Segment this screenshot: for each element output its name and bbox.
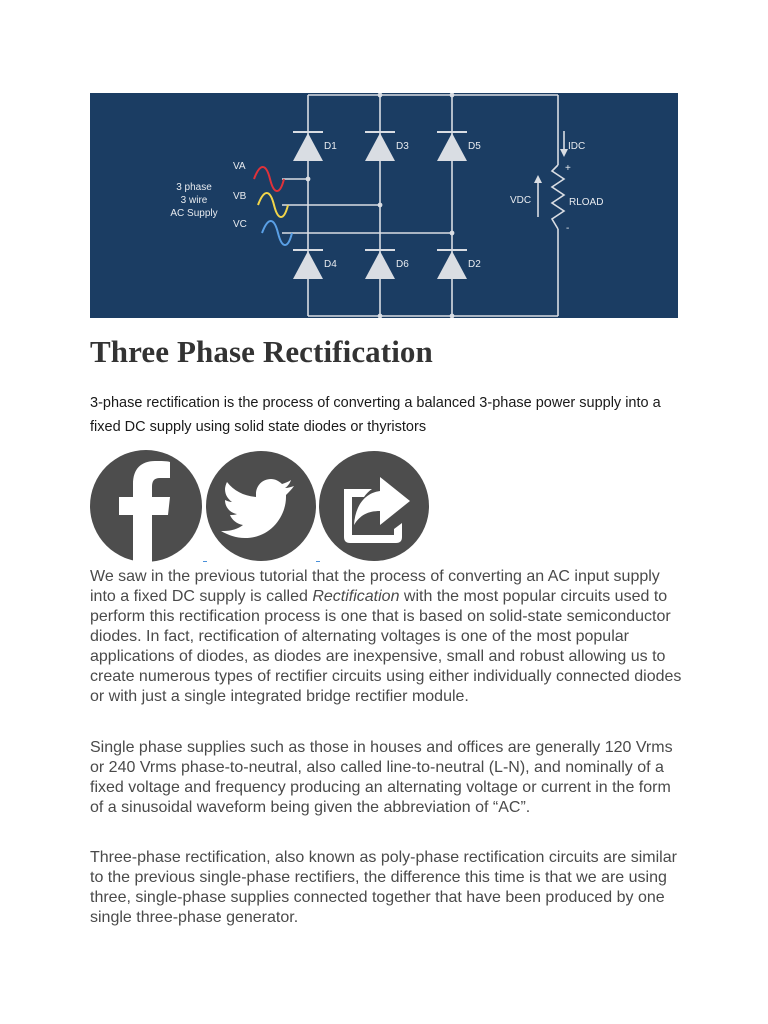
link-underline-mark <box>203 561 207 562</box>
label-vb: VB <box>233 191 247 202</box>
label-supply-line-1: 3 phase <box>176 182 212 193</box>
twitter-icon <box>205 449 317 565</box>
article-summary: 3-phase rectification is the process of converting a balanced 3-phase power supply into a fixed DC supply using solid state diodes or thyristors <box>90 395 661 435</box>
facebook-share-button[interactable] <box>90 449 202 565</box>
label-d5: D5 <box>468 141 481 152</box>
label-d3: D3 <box>396 141 409 152</box>
label-va: VA <box>233 161 246 172</box>
diode-d5 <box>437 133 467 161</box>
paragraph-1-end: with the most popular circuits used to perform this rectification process is one that is based on solid-state semiconductor diodes. In fact, rectification of alternating voltages is one of the most popular applications of diodes, as diodes are inexpensive, small and robust allowing us to create numerous types of rectifier circuits using either individually connected diodes or with just a single integrated bridge rectifier module. <box>90 588 682 705</box>
link-underline-mark <box>316 561 320 562</box>
share-icon <box>318 449 430 565</box>
diode-d4 <box>293 251 323 279</box>
article-title: Three Phase Rectification <box>90 334 433 369</box>
label-supply-line-2: 3 wire <box>180 195 208 206</box>
paragraph-2: Single phase supplies such as those in houses and offices are generally 120 Vrms or 240 Vrms phase-to-neutral, also called line-to-neutral (L-N), and nominally of a fixed voltage and frequency producing an alternating voltage or current in the form of a sinusoidal waveform being given the abbreviation of “AC”. <box>90 739 673 816</box>
label-plus: + <box>565 163 571 174</box>
label-d1: D1 <box>324 141 337 152</box>
paragraph-1-emphasis: Rectification <box>312 588 400 605</box>
twitter-share-button[interactable] <box>205 449 315 565</box>
diode-d3 <box>365 133 395 161</box>
label-d6: D6 <box>396 259 409 270</box>
share-bar <box>90 449 435 565</box>
label-d4: D4 <box>324 259 337 270</box>
label-vc: VC <box>233 219 247 230</box>
diode-d2 <box>437 251 467 279</box>
phase-a-wave <box>254 167 284 191</box>
label-vdc: VDC <box>510 195 532 206</box>
label-idc: IDC <box>568 141 586 152</box>
label-d2: D2 <box>468 259 481 270</box>
paragraph-1-start: We saw in the previous tutorial that the process of converting an AC input supply into a fixed DC supply is called <box>90 568 660 605</box>
paragraph-1 <box>90 567 682 707</box>
facebook-icon <box>90 449 202 565</box>
label-rload: RLOAD <box>569 197 604 208</box>
label-supply-line-3: AC Supply <box>170 208 218 219</box>
diode-d1 <box>293 133 323 161</box>
circuit-svg <box>90 93 678 318</box>
diode-d6 <box>365 251 395 279</box>
rectifier-circuit-diagram <box>90 93 678 318</box>
share-button[interactable] <box>318 449 430 565</box>
label-minus: - <box>566 223 570 234</box>
paragraph-3: Three-phase rectification, also known as poly-phase rectification circuits are similar to the previous single-phase rectifiers, the difference this time is that we are using three, single-phase supplies connected together that have been produced by one single three-phase generator. <box>90 849 677 926</box>
